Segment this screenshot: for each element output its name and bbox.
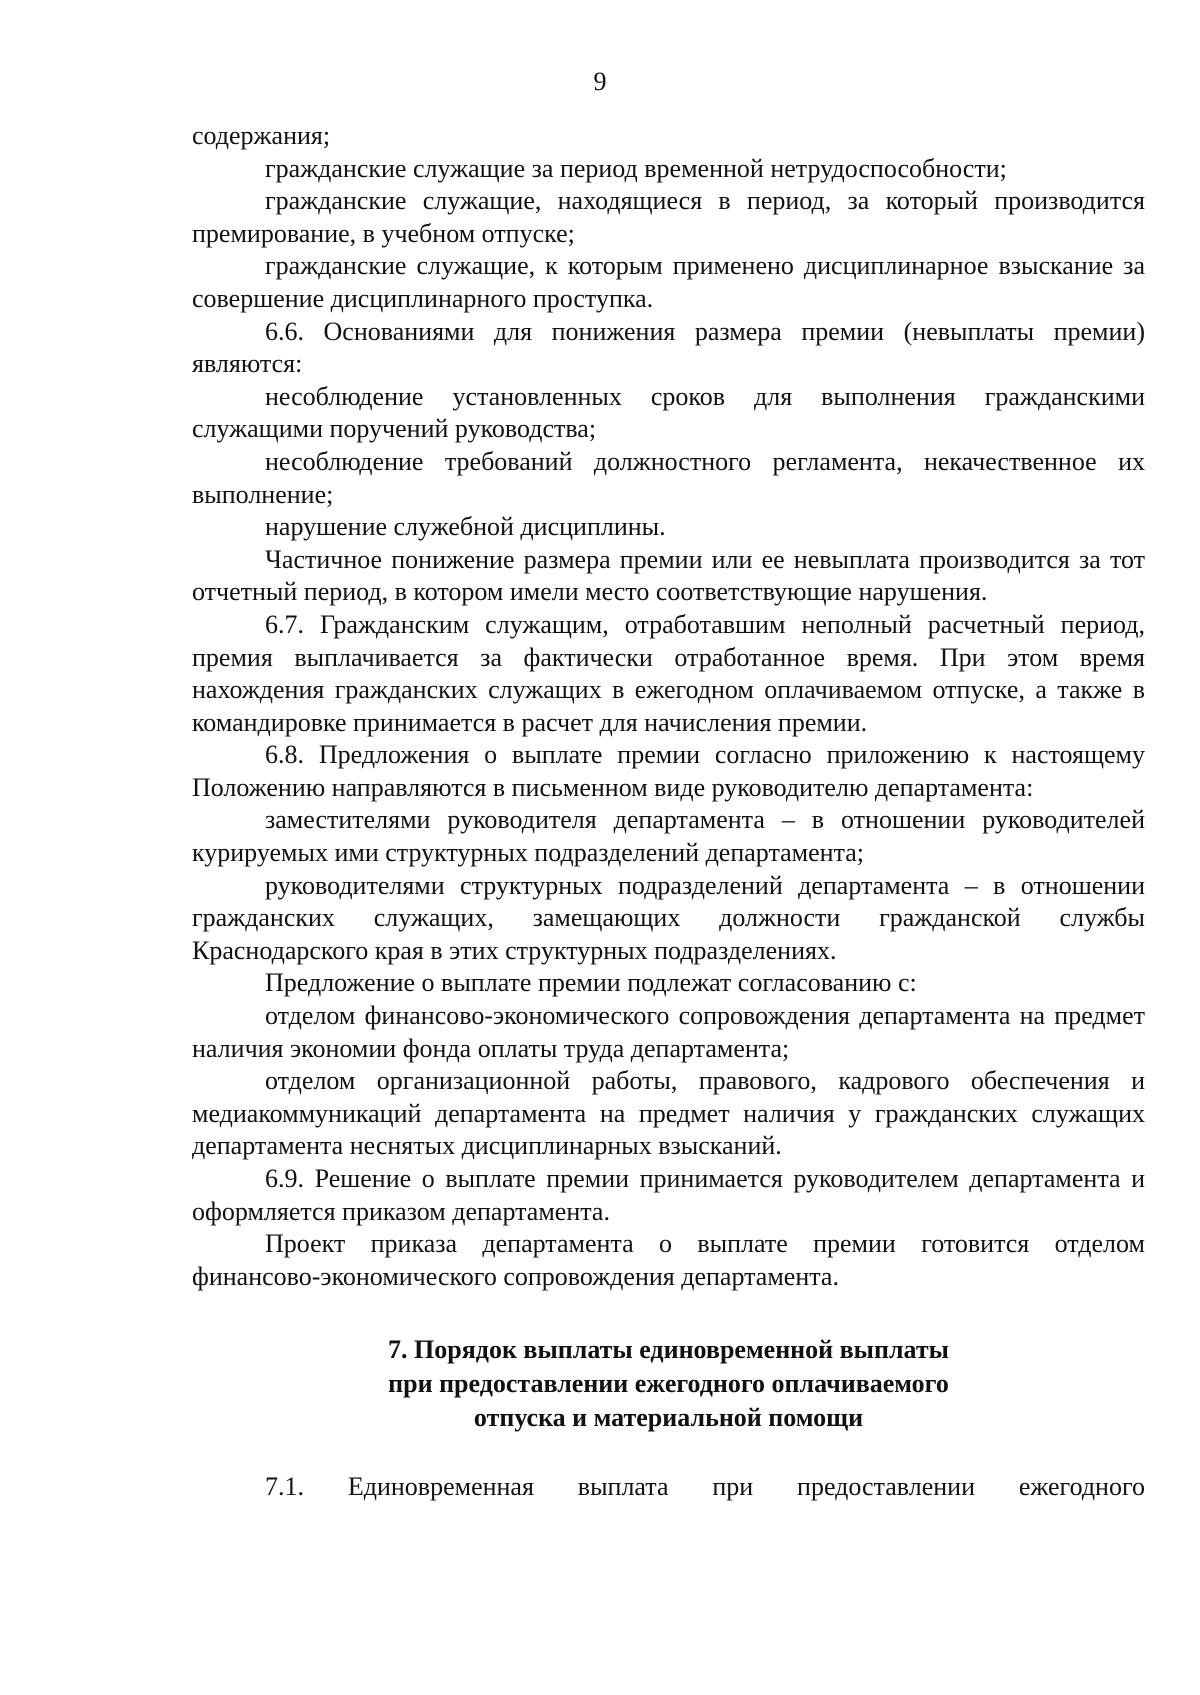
paragraph: несоблюдение требований должностного регламента, некачественное их выполнение;: [192, 446, 1145, 509]
paragraph: гражданские служащие, к которым применено дисциплинарное взыскание за совершение дисциплинарного проступка.: [192, 251, 1145, 313]
section-heading: [192, 1333, 1145, 1435]
paragraph: отделом финансово-экономического сопровождения департамента на предмет наличия экономии фонда оплаты труда департамента;: [192, 1001, 1145, 1063]
paragraph: гражданские служащие, находящиеся в период, за который производится премирование, в учебном отпуске;: [192, 186, 1145, 248]
paragraph: Предложение о выплате премии подлежат согласованию с:: [265, 968, 917, 998]
paragraph: содержания;: [192, 121, 331, 150]
section-heading-line: отпуска и материальной помощи: [473, 1403, 864, 1433]
section-heading-line: 7. Порядок выплаты единовременной выплаты: [388, 1335, 949, 1365]
paragraph: отделом организационной работы, правового, кадрового обеспечения и медиакоммуникаций департамента на предмет наличия у гражданских служащих департамента неснятых дисциплинарных взысканий.: [192, 1066, 1145, 1161]
paragraph-6-9: 6.9. Решение о выплате премии принимается руководителем департамента и оформляется приказом департамента.: [192, 1164, 1145, 1226]
document-body: [192, 120, 1145, 1504]
paragraph-6-8: 6.8. Предложения о выплате премии согласно приложению к настоящему Положению направляются в письменном виде руководителю департамента:: [192, 740, 1145, 802]
paragraph: несоблюдение установленных сроков для выполнения гражданскими служащими поручений руководства;: [192, 381, 1145, 444]
paragraph-7-1: 7.1. Единовременная выплата при предоставлении ежегодного: [265, 1472, 1145, 1502]
paragraph-6-6: 6.6. Основаниями для понижения размера премии (невыплаты премии) являются:: [192, 316, 1145, 379]
page-number: 9: [593, 67, 607, 96]
paragraph-6-7: 6.7. Гражданским служащим, отработавшим неполный расчетный период, премия выплачивается за фактически отработанное время. При этом время нахождения гражданских служащих в ежегодном оплачиваемом отпуске, а также в командировке принимается в расчет для начисления премии.: [192, 609, 1145, 737]
section-heading-line: при предоставлении ежегодного оплачиваемого: [388, 1369, 949, 1399]
paragraph: Частичное понижение размера премии или ее невыплата производится за тот отчетный период, в котором имели место соответствующие нарушения.: [192, 544, 1145, 607]
paragraph: Проект приказа департамента о выплате премии готовится отделом финансово-экономического сопровождения департамента.: [192, 1229, 1145, 1291]
paragraph: заместителями руководителя департамента – в отношении руководителей курируемых ими структурных подразделений департамента;: [192, 805, 1145, 868]
paragraph: гражданские служащие за период временной нетрудоспособности;: [265, 153, 1007, 183]
paragraph: руководителями структурных подразделений департамента – в отношении гражданских служащих, замещающих должности гражданской службы Краснодарского края в этих структурных подразделениях.: [192, 870, 1145, 965]
paragraph: нарушение служебной дисциплины.: [265, 512, 666, 542]
